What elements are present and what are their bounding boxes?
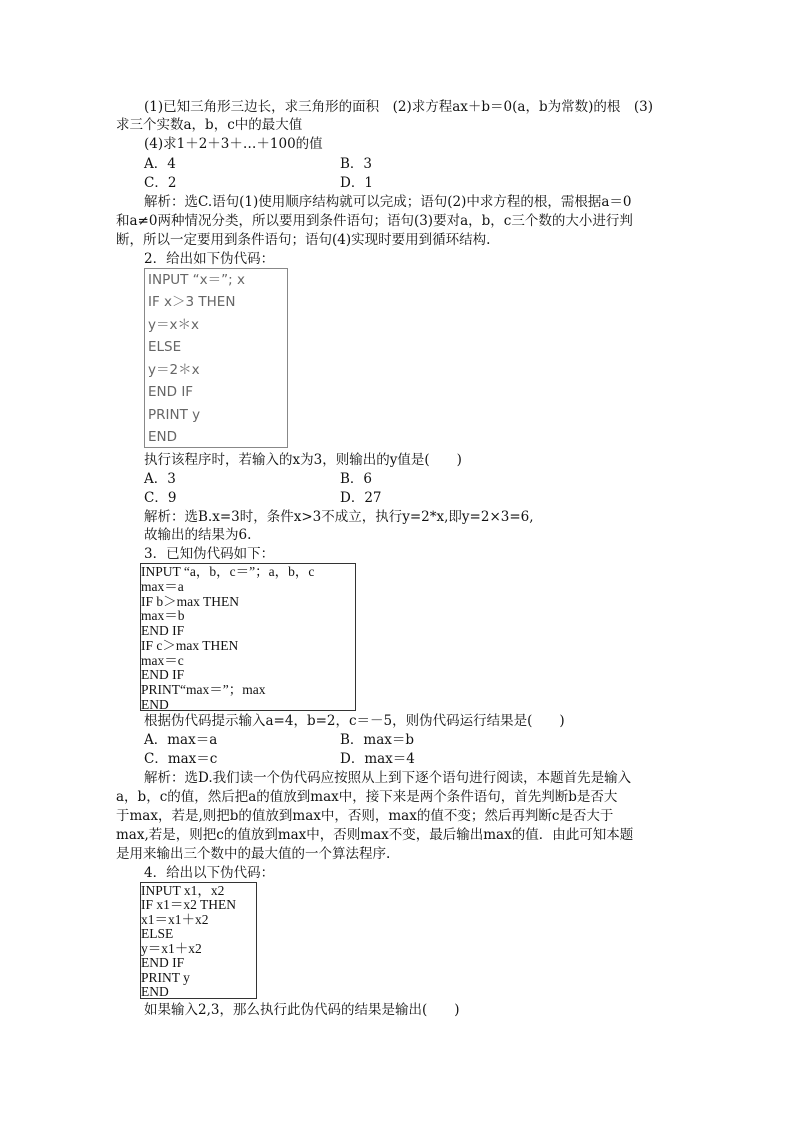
q1-option-b: B．3 [340, 156, 373, 172]
code-line: IF x1＝x2 THEN [141, 897, 237, 912]
code-line: INPUT x1，x2 [141, 883, 225, 898]
q3-question: 根据伪代码提示输入a=4，b=2，c＝－5，则伪代码运行结果是( ) [144, 713, 565, 729]
code-line: max＝a [141, 579, 184, 594]
code-line: max＝b [141, 608, 185, 623]
q1-option-a: A．4 [144, 156, 176, 172]
code-line: END IF [148, 384, 194, 400]
q2-option-b: B．6 [340, 471, 373, 487]
q3-option-b: B．max＝b [340, 732, 415, 748]
q2-option-c: C．9 [144, 490, 177, 506]
code-line: PRINT y [141, 970, 190, 985]
q2-title: 2．给出如下伪代码： [144, 251, 275, 267]
q3-analysis-line2: a，b，c的值，然后把a的值放到max中，接下来是两个条件语句，首先判断b是否大 [116, 789, 618, 805]
code-line: y＝2＊x [148, 362, 200, 378]
code-line: END IF [141, 955, 185, 970]
q3-option-c: C．max＝c [144, 751, 218, 767]
q2-analysis-line2: 故输出的结果为6. [144, 527, 252, 543]
code-line: ELSE [148, 339, 182, 355]
q1-analysis-line2: 和a≠0两种情况分类，所以要用到条件语句；语句(3)要对a，b，c三个数的大小进行判 [116, 213, 633, 229]
q2-analysis-line1: 解析：选B.x=3时，条件x>3不成立，执行y=2*x,即y=2×3=6, [144, 509, 534, 525]
code-line: END [141, 697, 169, 712]
code-line: PRINT“max＝”；max [141, 682, 266, 697]
q1-line1: (1)已知三角形三边长，求三角形的面积 (2)求方程ax＋b＝0(a，b为常数)的根 (3) [144, 99, 653, 115]
q2-option-d: D．27 [340, 490, 382, 506]
q2-option-a: A．3 [144, 471, 176, 487]
q3-analysis-line1: 解析：选D.我们读一个伪代码应按照从上到下逐个语句进行阅读，本题首先是输入 [144, 770, 632, 786]
q1-line3: (4)求1＋2＋3＋…＋100的值 [144, 136, 323, 152]
q3-analysis-line5: 是用来输出三个数中的最大值的一个算法程序. [116, 846, 391, 862]
q3-option-a: A．max＝a [144, 732, 218, 748]
q1-line2: 求三个实数a，b，c中的最大值 [116, 117, 303, 133]
code-line: END IF [141, 667, 185, 682]
code-line: END [148, 429, 178, 445]
q3-title: 3．已知伪代码如下： [144, 546, 275, 562]
code-line: y＝x＊x [148, 317, 199, 333]
code-line: INPUT “x＝”; x [148, 272, 245, 288]
code-line: INPUT “a，b，c＝”；a，b，c [141, 564, 315, 579]
code-line: PRINT y [148, 407, 201, 423]
q4-title: 4．给出以下伪代码： [144, 865, 275, 881]
q2-question: 执行该程序时，若输入的x为3，则输出的y值是( ) [144, 452, 462, 468]
q4-code-box [140, 882, 257, 999]
q2-code-box [144, 268, 288, 448]
code-line: END IF [141, 623, 185, 638]
q1-analysis-line1: 解析：选C.语句(1)使用顺序结构就可以完成；语句(2)中求方程的根，需根据a＝0 [144, 194, 632, 210]
code-line: END [141, 984, 169, 999]
q4-question: 如果输入2,3，那么执行此伪代码的结果是输出( ) [144, 1002, 460, 1018]
q1-option-d: D．1 [340, 175, 373, 191]
code-line: max＝c [141, 653, 184, 668]
q3-option-d: D．max＝4 [340, 751, 415, 767]
q3-analysis-line3: 于max，若是,则把b的值放到max中，否则，max的值不变；然后再判断c是否大于 [116, 808, 614, 824]
code-line: IF b＞max THEN [141, 594, 239, 609]
q3-code-box [140, 563, 356, 711]
code-line: IF c＞max THEN [141, 638, 239, 653]
code-line: x1＝x1＋x2 [141, 912, 209, 927]
q3-analysis-line4: max,若是，则把c的值放到max中，否则max不变，最后输出max的值．由此可知本题 [116, 827, 634, 843]
code-line: ELSE [141, 926, 174, 941]
code-line: IF x＞3 THEN [148, 294, 236, 310]
q1-option-c: C．2 [144, 175, 177, 191]
code-line: y＝x1＋x2 [141, 941, 202, 956]
q1-analysis-line3: 断，所以一定要用到条件语句；语句(4)实现时要用到循环结构. [116, 232, 491, 248]
